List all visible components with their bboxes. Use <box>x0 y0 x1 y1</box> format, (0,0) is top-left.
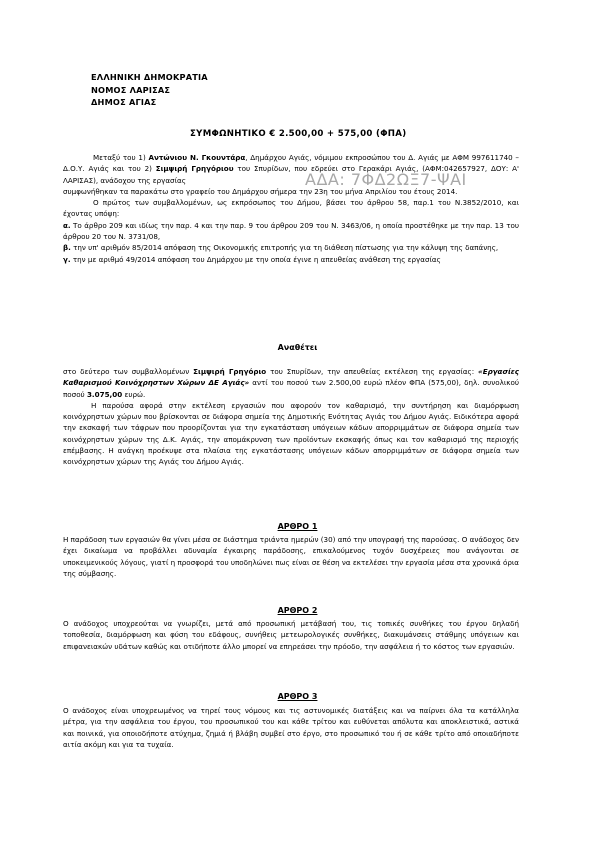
legal-item-a: α. Το άρθρο 209 και ιδίως την παρ. 4 και την παρ. 9 του άρθρου 209 του Ν. 3463/06, η οποία προστέθηκε με την παρ. 13 του άρθρου 20 του Ν. 3731/08, <box>63 220 519 242</box>
agreement-date-paragraph: συμφωνήθηκαν τα παρακάτω στο γραφείο του Δημάρχου σήμερα την 23η του μήνα Απριλίου του έτους 2014. <box>63 186 458 196</box>
letterhead-municipality: ΔΗΜΟΣ ΑΓΙΑΣ <box>91 97 157 107</box>
parties-paragraph: Μεταξύ του 1) Αντώνιου Ν. Γκουντάρα, Δημάρχου Αγιάς, νόμιμου εκπροσώπου του Δ. Αγιάς με ΑΦΜ 997611740 – Δ.Ο.Υ. Αγιάς και του 2) Σιμψιρή Γρηγόριου του Σπυρίδων, που εδρεύει στο Γερακάρι Αγιάς, (ΑΦΜ:042657927, ΔΟΥ: Α' ΛΑΡΙΣΑΣ), ανάδοχου της εργασίας <box>63 153 520 185</box>
letterhead-country: ΕΛΛΗΝΙΚΗ ΔΗΜΟΚΡΑΤΙΑ <box>91 72 208 82</box>
article-2-heading: ΑΡΘΡΟ 2 <box>277 606 318 615</box>
article-1-heading: ΑΡΘΡΟ 1 <box>277 522 318 531</box>
intro-section <box>63 152 519 265</box>
legal-item-c: γ. την με αριθμό 49/2014 απόφαση του Δημάρχου με την οποία έγινε η απευθείας ανάθεση της εργασίας <box>63 254 441 264</box>
legal-item-b: β. την υπ' αριθμόν 85/2014 απόφαση της Οικονομικής επιτροπής για τη διάθεση πίστωσης για την κάλυψη της δαπάνης, <box>63 243 499 253</box>
letterhead <box>91 71 208 109</box>
article-2-text: Ο ανάδοχος υποχρεούται να γνωρίζει, μετά από προσωπική μετάβασή του, τις τοπικές συνθήκες του έργου δηλαδή τοποθεσία, διαμόρφωση και φύση του εδάφους, συνήθεις μετεωρολογικές συνθήκες, διακυμάνσεις στάθμης υπόγειων και επιφανειακών υδάτων καθώς και οτιδήποτε άλλο μπορεί να επηρεάσει την πρόοδο, την ασφάλεια ή το κόστος των εργασιών. <box>63 619 519 651</box>
article-1-text: Η παράδοση των εργασιών θα γίνει μέσα σε διάστημα τριάντα ημερών (30) από την υπογραφή της παρούσας. Ο ανάδοχος δεν έχει δικαίωμα να προβάλλει αδυναμία έγκαιρης παράδοσης, επικαλούμενος τυχόν δυσχέρειες που ανάγονται σε υποκειμενικούς λόγους, γιατί η προσφορά του υποδηλώνει πως είναι σε θέση να εκτελέσει την εργασία μέσα στα χρονικά όρια της σύμβασης. <box>63 535 519 578</box>
ada-watermark: ΑΔΑ: 7ΦΔ2ΩΞ7-ΨΑΙ <box>305 170 467 189</box>
assignment-paragraph: στο δεύτερο των συμβαλλομένων Σιμψιρή Γρηγόριο του Σπυρίδων, την απευθείας εκτέλεση της εργασίας: «Εργασίες Καθαρισμού Κοινόχρηστων Χώρων ΔΕ Αγιάς» αντί του ποσού των 2.500,00 ευρώ πλέον ΦΠΑ (575,00), δηλ. συνολικού ποσού 3.075,00 ευρώ. <box>63 367 519 399</box>
article-3-heading: ΑΡΘΡΟ 3 <box>277 692 318 701</box>
assignment-heading: Αναθέτει <box>277 343 318 352</box>
assignment-section <box>63 366 519 468</box>
legal-basis-paragraph: Ο πρώτος των συμβαλλομένων, ως εκπρόσωπος του Δήμου, βάσει του άρθρου 58, παρ.1 του Ν.3852/2010, και έχοντας υπόψη: <box>63 198 519 219</box>
document-title: ΣΥΜΦΩΝΗΤΙΚΟ € 2.500,00 + 575,00 (ΦΠΑ) <box>190 129 407 139</box>
article-3-text: Ο ανάδοχος είναι υποχρεωμένος να τηρεί τους νόμους και τις αστυνομικές διατάξεις και να παίρνει όλα τα κατάλληλα μέτρα, για την ασφάλεια του έργου, του προσωπικού του και κάθε τρίτου και ευθύνεται απόλυτα και αποκλειστικά, αστικά και ποινικά, για οποιοδήποτε ατύχημα, ζημιά ή βλάβη συμβεί στο έργο, στο προσωπικό του ή σε κάθε τρίτο από οποιαδήποτε αιτία ακόμη και για τα τυχαία. <box>63 706 519 749</box>
work-description-paragraph: Η παρούσα αφορά στην εκτέλεση εργασιών που αφορούν τον καθαρισμό, την συντήρηση και διαμόρφωση κοινόχρηστων χώρων που βρίσκονται σε διάφορα σημεία της Δημοτικής Ενότητας Αγιάς του Δήμου Αγιάς. Ειδικότερα αφορά την εκσκαφή των τάφρων που προορίζονται για την εγκατάσταση υπόγειων κάδων απορριμμάτων σε διάφορα σημεία των κοινόχρηστων χώρων της Δ.Κ. Αγιάς, την απομάκρυνση των προϊόντων εκσκαφής όπως και τον καθαρισμό της περιοχής επέμβασης. Η ανάγκη προέκυψε στα πλαίσια της εγκατάστασης υπόγειων κάδων απορριμμάτων σε διάφορα σημεία των κοινόχρηστων χώρων της Αγιάς του Δήμου Αγιάς. <box>63 400 519 467</box>
letterhead-prefecture: ΝΟΜΟΣ ΛΑΡΙΣΑΣ <box>91 84 171 95</box>
